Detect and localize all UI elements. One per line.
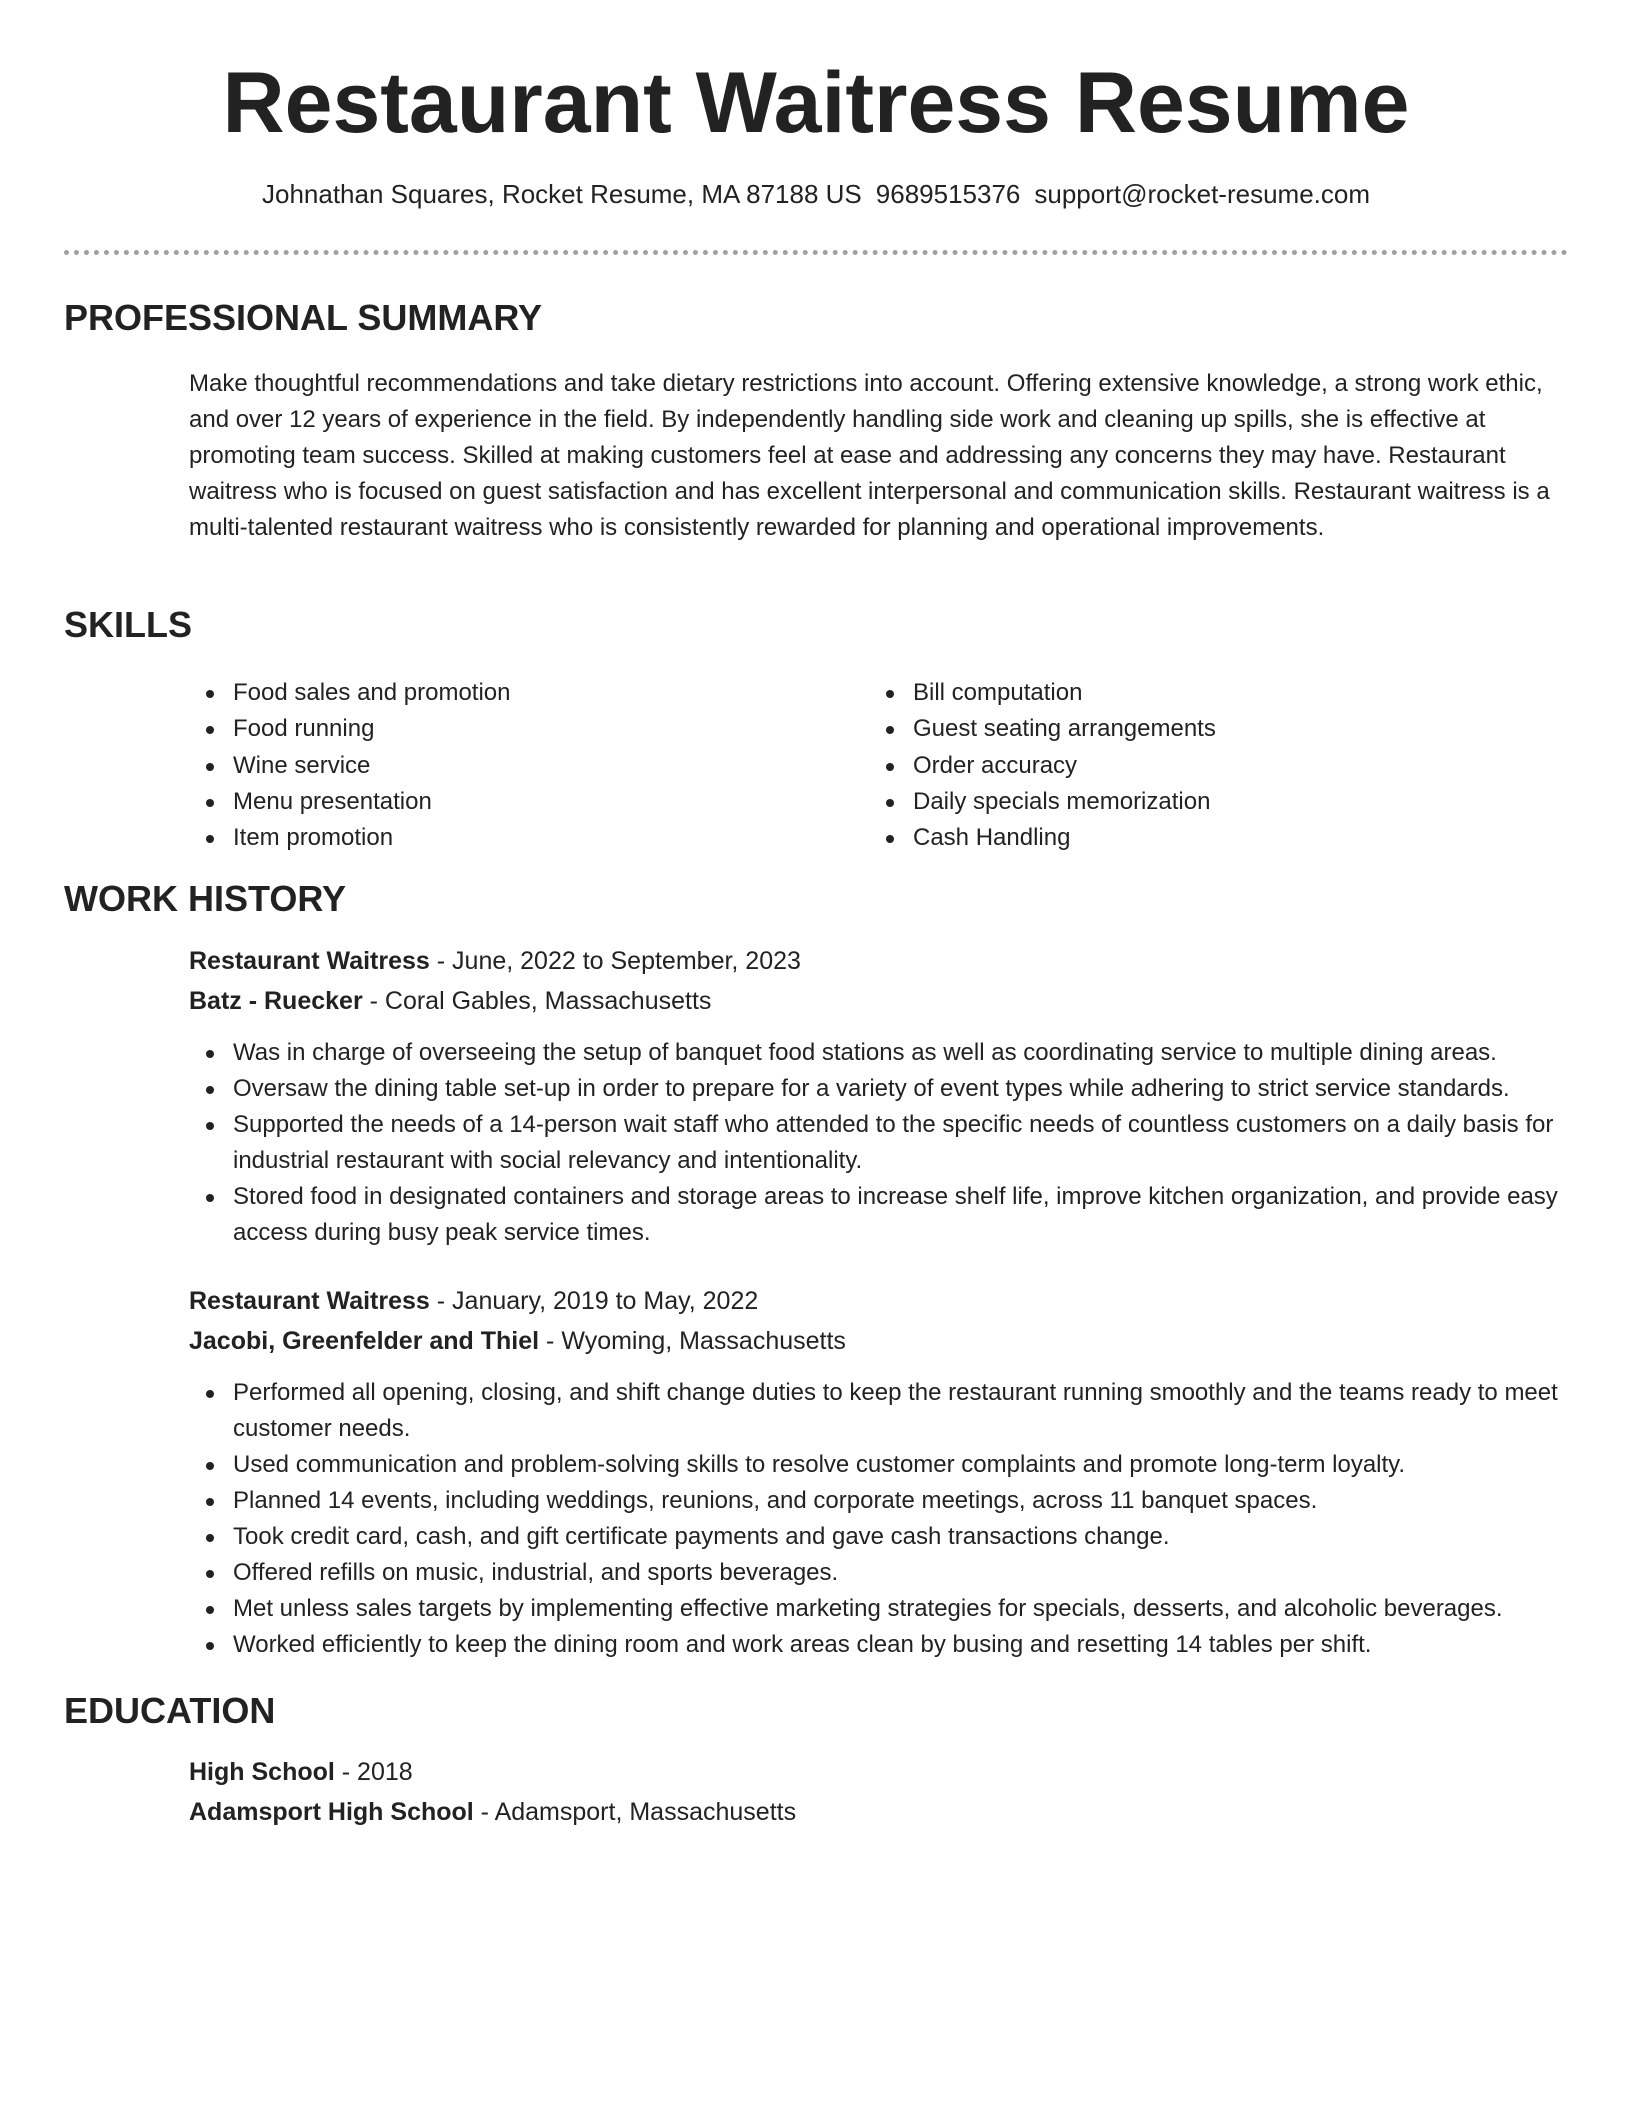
skill-item: Food running <box>189 711 869 747</box>
duty-item: Took credit card, cash, and gift certificate payments and gave cash transactions change. <box>189 1519 1579 1555</box>
education-school: Adamsport High School <box>189 1798 474 1826</box>
job-entry <box>189 1281 1579 1663</box>
job-location: - Wyoming, Massachusetts <box>539 1327 846 1355</box>
duty-item: Worked efficiently to keep the dining room and work areas clean by busing and resetting 14 tables per shift. <box>189 1627 1579 1663</box>
duty-item: Planned 14 events, including weddings, reunions, and corporate meetings, across 11 banquet spaces. <box>189 1483 1579 1519</box>
summary-text: Make thoughtful recommendations and take dietary restrictions into account. Offering extensive knowledge, a strong work ethic, and over 12 years of experience in the field. By independently handling side work and cleaning up spills, she is effective at promoting team success. Skilled at making customers feel at ease and addressing any concerns they may have. Restaurant waitress who is focused on guest satisfaction and has excellent interpersonal and communication skills. Restaurant waitress is a multi-talented restaurant waitress who is consistently rewarded for planning and operational improvements. <box>189 370 1550 541</box>
skills-column-right <box>869 675 1549 856</box>
job-title-line <box>189 1281 1579 1321</box>
summary-heading: PROFESSIONAL SUMMARY <box>64 297 543 338</box>
duty-item: Used communication and problem-solving skills to resolve customer complaints and promote long-term loyalty. <box>189 1447 1579 1483</box>
duty-item: Performed all opening, closing, and shift change duties to keep the restaurant running smoothly and the teams ready to meet customer needs. <box>189 1375 1579 1447</box>
duty-item: Met unless sales targets by implementing effective marketing strategies for specials, desserts, and alcoholic beverages. <box>189 1591 1579 1627</box>
job-location: - Coral Gables, Massachusetts <box>362 987 712 1015</box>
skill-item: Item promotion <box>189 820 869 856</box>
job-entry <box>189 941 1579 1251</box>
job-title-line <box>189 941 1579 981</box>
duty-item: Supported the needs of a 14-person wait staff who attended to the specific needs of countless customers on a daily basis for industrial restaurant with social relevancy and intentionality. <box>189 1107 1579 1179</box>
job-company-line <box>189 1321 1579 1361</box>
job-company-line <box>189 981 1579 1021</box>
duty-item: Offered refills on music, industrial, and sports beverages. <box>189 1555 1579 1591</box>
skills-heading: SKILLS <box>64 604 193 645</box>
skill-item: Bill computation <box>869 675 1549 711</box>
education-degree-line <box>189 1752 1579 1792</box>
education-location: - Adamsport, Massachusetts <box>473 1798 797 1826</box>
education-degree: High School <box>189 1758 335 1786</box>
skill-item: Wine service <box>189 748 869 784</box>
education-school-line <box>189 1792 1579 1832</box>
header-divider <box>64 250 1568 255</box>
contact-address: Johnathan Squares, Rocket Resume, MA 87188 US <box>261 179 862 209</box>
job-company: Jacobi, Greenfelder and Thiel <box>189 1327 540 1355</box>
education-year: - 2018 <box>334 1758 413 1786</box>
job-duties <box>189 1375 1579 1663</box>
skills-column-left <box>189 675 869 856</box>
skill-item: Order accuracy <box>869 748 1549 784</box>
contact-email: support@rocket-resume.com <box>1034 179 1371 209</box>
contact-line <box>0 178 1632 212</box>
work-heading: WORK HISTORY <box>64 878 347 919</box>
page-title: Restaurant Waitress Resume <box>222 55 1410 151</box>
duty-item: Was in charge of overseeing the setup of banquet food stations as well as coordinating service to multiple dining areas. <box>189 1035 1579 1071</box>
job-duties <box>189 1035 1579 1251</box>
skill-item: Menu presentation <box>189 784 869 820</box>
job-company: Batz - Ruecker <box>189 987 363 1015</box>
skill-item: Daily specials memorization <box>869 784 1549 820</box>
job-dates: - June, 2022 to September, 2023 <box>429 947 801 975</box>
education-entry <box>189 1752 1579 1832</box>
skill-item: Guest seating arrangements <box>869 711 1549 747</box>
duty-item: Stored food in designated containers and storage areas to increase shelf life, improve kitchen organization, and provide easy access during busy peak service times. <box>189 1179 1579 1251</box>
job-title: Restaurant Waitress <box>189 947 430 975</box>
skills-list <box>189 675 1569 856</box>
education-heading: EDUCATION <box>64 1690 276 1731</box>
duty-item: Oversaw the dining table set-up in order to prepare for a variety of event types while adhering to strict service standards. <box>189 1071 1579 1107</box>
job-title: Restaurant Waitress <box>189 1287 430 1315</box>
skill-item: Food sales and promotion <box>189 675 869 711</box>
job-dates: - January, 2019 to May, 2022 <box>429 1287 759 1315</box>
skill-item: Cash Handling <box>869 820 1549 856</box>
contact-phone: 9689515376 <box>875 179 1021 209</box>
